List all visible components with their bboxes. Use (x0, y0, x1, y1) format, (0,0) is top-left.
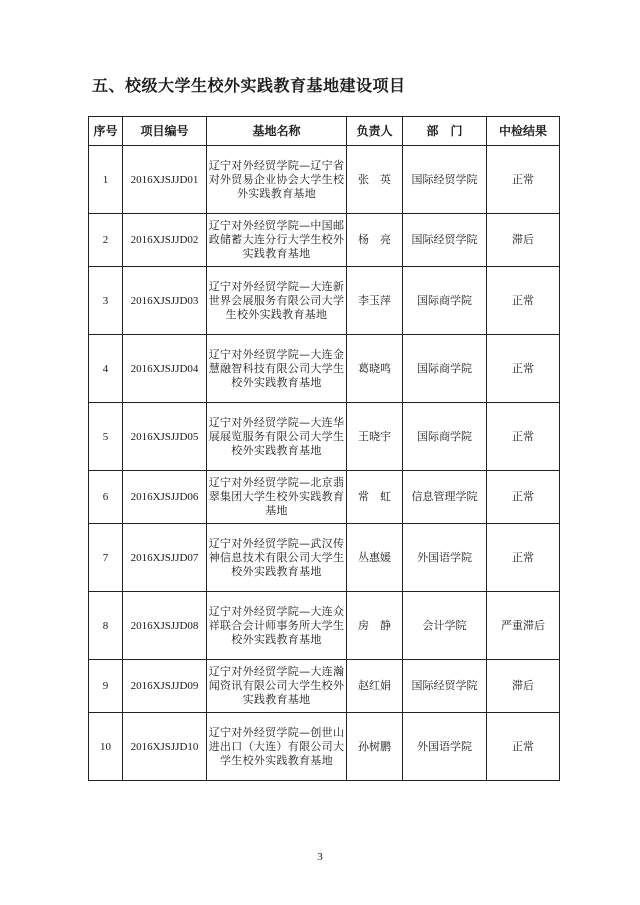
row-dept: 会计学院 (403, 592, 487, 660)
projects-table (88, 116, 560, 781)
row-person: 杨 亮 (347, 214, 403, 267)
row-dept: 国际经贸学院 (403, 660, 487, 713)
row-no: 6 (89, 471, 123, 524)
row-result: 滞后 (487, 214, 560, 267)
row-result: 正常 (487, 146, 560, 214)
row-code: 2016XJSJJD04 (123, 335, 207, 403)
row-dept: 外国语学院 (403, 524, 487, 592)
row-person: 张 英 (347, 146, 403, 214)
row-dept: 外国语学院 (403, 713, 487, 781)
row-person: 孙树鹏 (347, 713, 403, 781)
row-no: 9 (89, 660, 123, 713)
row-dept: 国际经贸学院 (403, 214, 487, 267)
row-name: 辽宁对外经贸学院—辽宁省对外贸易企业协会大学生校外实践教育基地 (207, 146, 347, 214)
row-name: 辽宁对外经贸学院—大连瀚闻资讯有限公司大学生校外实践教育基地 (207, 660, 347, 713)
row-name: 辽宁对外经贸学院—创世山进出口（大连）有限公司大学生校外实践教育基地 (207, 713, 347, 781)
row-code: 2016XJSJJD02 (123, 214, 207, 267)
table-header-row (89, 117, 560, 146)
table-row (89, 592, 560, 660)
row-no: 1 (89, 146, 123, 214)
table-row (89, 335, 560, 403)
row-name: 辽宁对外经贸学院—武汉传神信息技术有限公司大学生校外实践教育基地 (207, 524, 347, 592)
header-no: 序号 (89, 117, 123, 146)
table-row (89, 267, 560, 335)
page-number: 3 (317, 851, 323, 863)
row-code: 2016XJSJJD03 (123, 267, 207, 335)
row-result: 正常 (487, 471, 560, 524)
header-name: 基地名称 (207, 117, 347, 146)
table-row (89, 471, 560, 524)
row-name: 辽宁对外经贸学院—大连金慧融智科技有限公司大学生校外实践教育基地 (207, 335, 347, 403)
row-name: 辽宁对外经贸学院—大连新世界会展服务有限公司大学生校外实践教育基地 (207, 267, 347, 335)
row-result: 正常 (487, 713, 560, 781)
row-person: 房 静 (347, 592, 403, 660)
row-result: 正常 (487, 403, 560, 471)
row-code: 2016XJSJJD06 (123, 471, 207, 524)
row-dept: 国际经贸学院 (403, 146, 487, 214)
row-result: 正常 (487, 267, 560, 335)
row-no: 7 (89, 524, 123, 592)
header-dept: 部 门 (403, 117, 487, 146)
row-name: 辽宁对外经贸学院—北京翡翠集团大学生校外实践教育基地 (207, 471, 347, 524)
row-dept: 信息管理学院 (403, 471, 487, 524)
table-row (89, 524, 560, 592)
table-row (89, 403, 560, 471)
row-dept: 国际商学院 (403, 403, 487, 471)
row-no: 10 (89, 713, 123, 781)
table-row (89, 660, 560, 713)
header-person: 负责人 (347, 117, 403, 146)
header-result: 中检结果 (487, 117, 560, 146)
row-person: 常 虹 (347, 471, 403, 524)
row-no: 8 (89, 592, 123, 660)
table-row (89, 146, 560, 214)
row-dept: 国际商学院 (403, 335, 487, 403)
row-name: 辽宁对外经贸学院—大连华展展览服务有限公司大学生校外实践教育基地 (207, 403, 347, 471)
row-result: 正常 (487, 335, 560, 403)
row-code: 2016XJSJJD10 (123, 713, 207, 781)
row-no: 4 (89, 335, 123, 403)
table-row (89, 713, 560, 781)
row-result: 正常 (487, 524, 560, 592)
row-dept: 国际商学院 (403, 267, 487, 335)
row-code: 2016XJSJJD09 (123, 660, 207, 713)
row-person: 葛晓鸣 (347, 335, 403, 403)
header-code: 项目编号 (123, 117, 207, 146)
row-person: 赵红娟 (347, 660, 403, 713)
row-person: 李玉萍 (347, 267, 403, 335)
row-name: 辽宁对外经贸学院—大连众祥联合会计师事务所大学生校外实践教育基地 (207, 592, 347, 660)
row-person: 王晓宇 (347, 403, 403, 471)
row-no: 3 (89, 267, 123, 335)
row-person: 丛惠媛 (347, 524, 403, 592)
row-code: 2016XJSJJD07 (123, 524, 207, 592)
row-result: 严重滞后 (487, 592, 560, 660)
row-name: 辽宁对外经贸学院—中国邮政储蓄大连分行大学生校外实践教育基地 (207, 214, 347, 267)
row-code: 2016XJSJJD05 (123, 403, 207, 471)
section-title: 五、校级大学生校外实践教育基地建设项目 (92, 76, 406, 95)
row-no: 5 (89, 403, 123, 471)
row-result: 滞后 (487, 660, 560, 713)
row-code: 2016XJSJJD01 (123, 146, 207, 214)
row-code: 2016XJSJJD08 (123, 592, 207, 660)
table-row (89, 214, 560, 267)
row-no: 2 (89, 214, 123, 267)
